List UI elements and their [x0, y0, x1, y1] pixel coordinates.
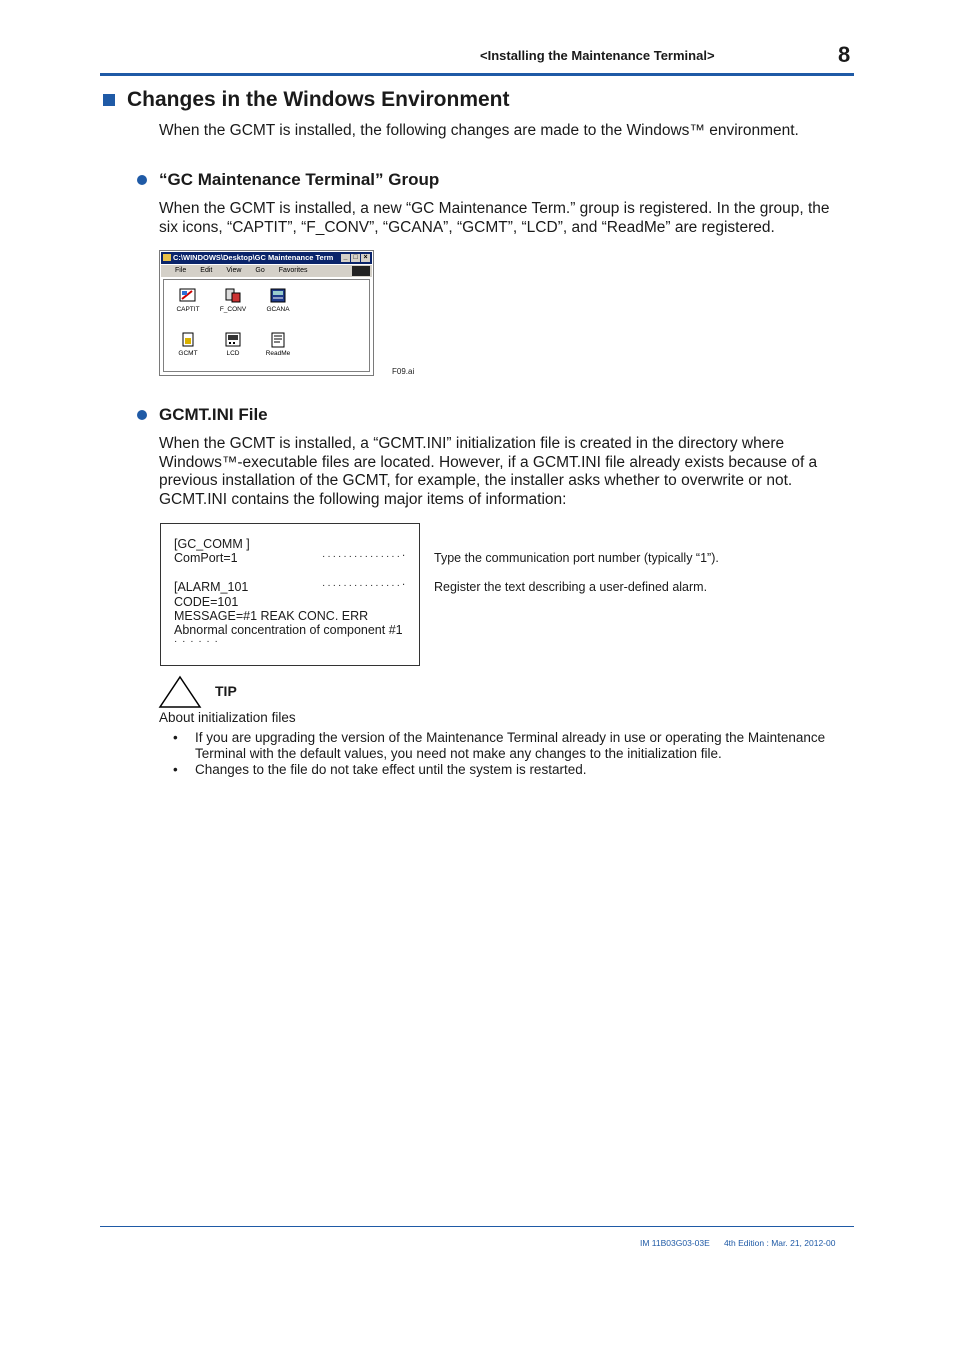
ini-note: Register the text describing a user-defined alarm.: [434, 580, 708, 594]
figure-label: F09.ai: [392, 367, 415, 376]
ini-note: Type the communication port number (typically “1”).: [434, 551, 719, 565]
menu-edit[interactable]: Edit: [200, 267, 213, 274]
shortcut-label: LCD: [226, 350, 240, 357]
shortcut-label: GCMT: [178, 350, 198, 357]
tip-label: TIP: [215, 683, 237, 699]
footer: [640, 1238, 835, 1248]
lcd-shortcut[interactable]: [218, 332, 248, 357]
section-heading: [103, 88, 510, 112]
circle-bullet-icon: [137, 175, 147, 185]
gcmt-shortcut[interactable]: [173, 332, 203, 357]
page-number: 8: [838, 42, 851, 67]
ini-line: [GC_COMM ]: [174, 537, 250, 551]
group-title: “GC Maintenance Terminal” Group: [159, 170, 440, 189]
ini-heading: [137, 405, 268, 425]
ini-title: GCMT.INI File: [159, 405, 268, 424]
menu-file[interactable]: File: [175, 267, 187, 274]
group-heading: [137, 170, 439, 190]
header-rule: [100, 73, 854, 76]
ini-line: CODE=101: [174, 595, 239, 609]
leader-dots: ···············‧: [322, 551, 408, 562]
group-text: When the GCMT is installed, a new “GC Maintenance Term.” group is registered. In the group, the six icons, “CAPTIT”, “F_CONV”, “GCANA”, “GCMT”, “LCD”, and “ReadMe” are registered.: [159, 200, 830, 236]
readme-shortcut[interactable]: [263, 332, 293, 357]
gcana-shortcut[interactable]: [263, 288, 293, 313]
maximize-icon[interactable]: □: [351, 254, 360, 262]
bullet-dot-icon: •: [173, 762, 178, 777]
doc-id: IM 11B03G03-03E: [640, 1238, 710, 1248]
window-titlebar: [161, 252, 372, 264]
close-icon[interactable]: ×: [361, 254, 370, 262]
window-title: C:\WINDOWS\Desktop\GC Maintenance Term: [173, 253, 334, 262]
windows-logo-icon: [352, 266, 370, 276]
footer-rule: [100, 1226, 854, 1227]
ini-line: ComPort=1: [174, 551, 238, 565]
section-title: Changes in the Windows Environment: [127, 88, 510, 111]
ini-text: When the GCMT is installed, a “GCMT.INI” initialization file is created in the directory where Windows™-executable files are located. However, if a GCMT.INI file already exists because of a previous installation of the GCMT, for example, the installer asks whether to overwrite or not. GCMT.INI contains the following major items of information:: [159, 435, 818, 508]
fconv-shortcut[interactable]: [218, 288, 248, 313]
window-controls: [341, 254, 370, 262]
menu-view[interactable]: View: [226, 267, 242, 274]
leader-dots: ···············‧: [322, 580, 408, 591]
tip-triangle-icon: [158, 675, 202, 714]
ini-line: MESSAGE=#1 REAK CONC. ERR: [174, 609, 369, 623]
ini-line: [ALARM_101: [174, 580, 249, 594]
shortcut-label: CAPTIT: [176, 306, 200, 313]
tip-bullet: If you are upgrading the version of the Maintenance Terminal already in use or operating the Maintenance Terminal with the default values, you need not make any changes to the initialization file.: [195, 730, 826, 761]
section-intro: When the GCMT is installed, the following changes are made to the Windows™ environment.: [159, 122, 799, 139]
analyzer-icon: [269, 288, 287, 304]
circle-bullet-icon: [137, 410, 147, 420]
shortcut-label: GCANA: [266, 306, 290, 313]
bullet-dot-icon: •: [173, 730, 178, 745]
tip-bullet: Changes to the file do not take effect until the system is restarted.: [195, 762, 587, 777]
menu-favorites[interactable]: Favorites: [278, 267, 308, 274]
folder-icon: [163, 254, 171, 261]
ini-line: Abnormal concentration of component #1: [174, 623, 403, 637]
explorer-window-figure: [159, 250, 374, 376]
lcd-icon: [224, 332, 242, 348]
ini-line: · · · · · ·: [174, 636, 219, 647]
menu-go[interactable]: Go: [255, 267, 265, 274]
edition: 4th Edition : Mar. 21, 2012-00: [723, 1238, 836, 1248]
shortcut-label: F_CONV: [219, 306, 247, 313]
captit-shortcut[interactable]: [173, 288, 203, 313]
running-header: <Installing the Maintenance Terminal>: [480, 48, 715, 63]
square-bullet-icon: [103, 94, 115, 106]
tip-subtitle: About initialization files: [159, 710, 296, 725]
shortcut-label: ReadMe: [265, 350, 291, 357]
terminal-icon: [179, 332, 197, 348]
capture-icon: [179, 288, 197, 304]
file-convert-icon: [224, 288, 242, 304]
window-menubar: [161, 265, 372, 277]
window-content: [163, 279, 370, 372]
readme-icon: [269, 332, 287, 348]
minimize-icon[interactable]: _: [341, 254, 350, 262]
